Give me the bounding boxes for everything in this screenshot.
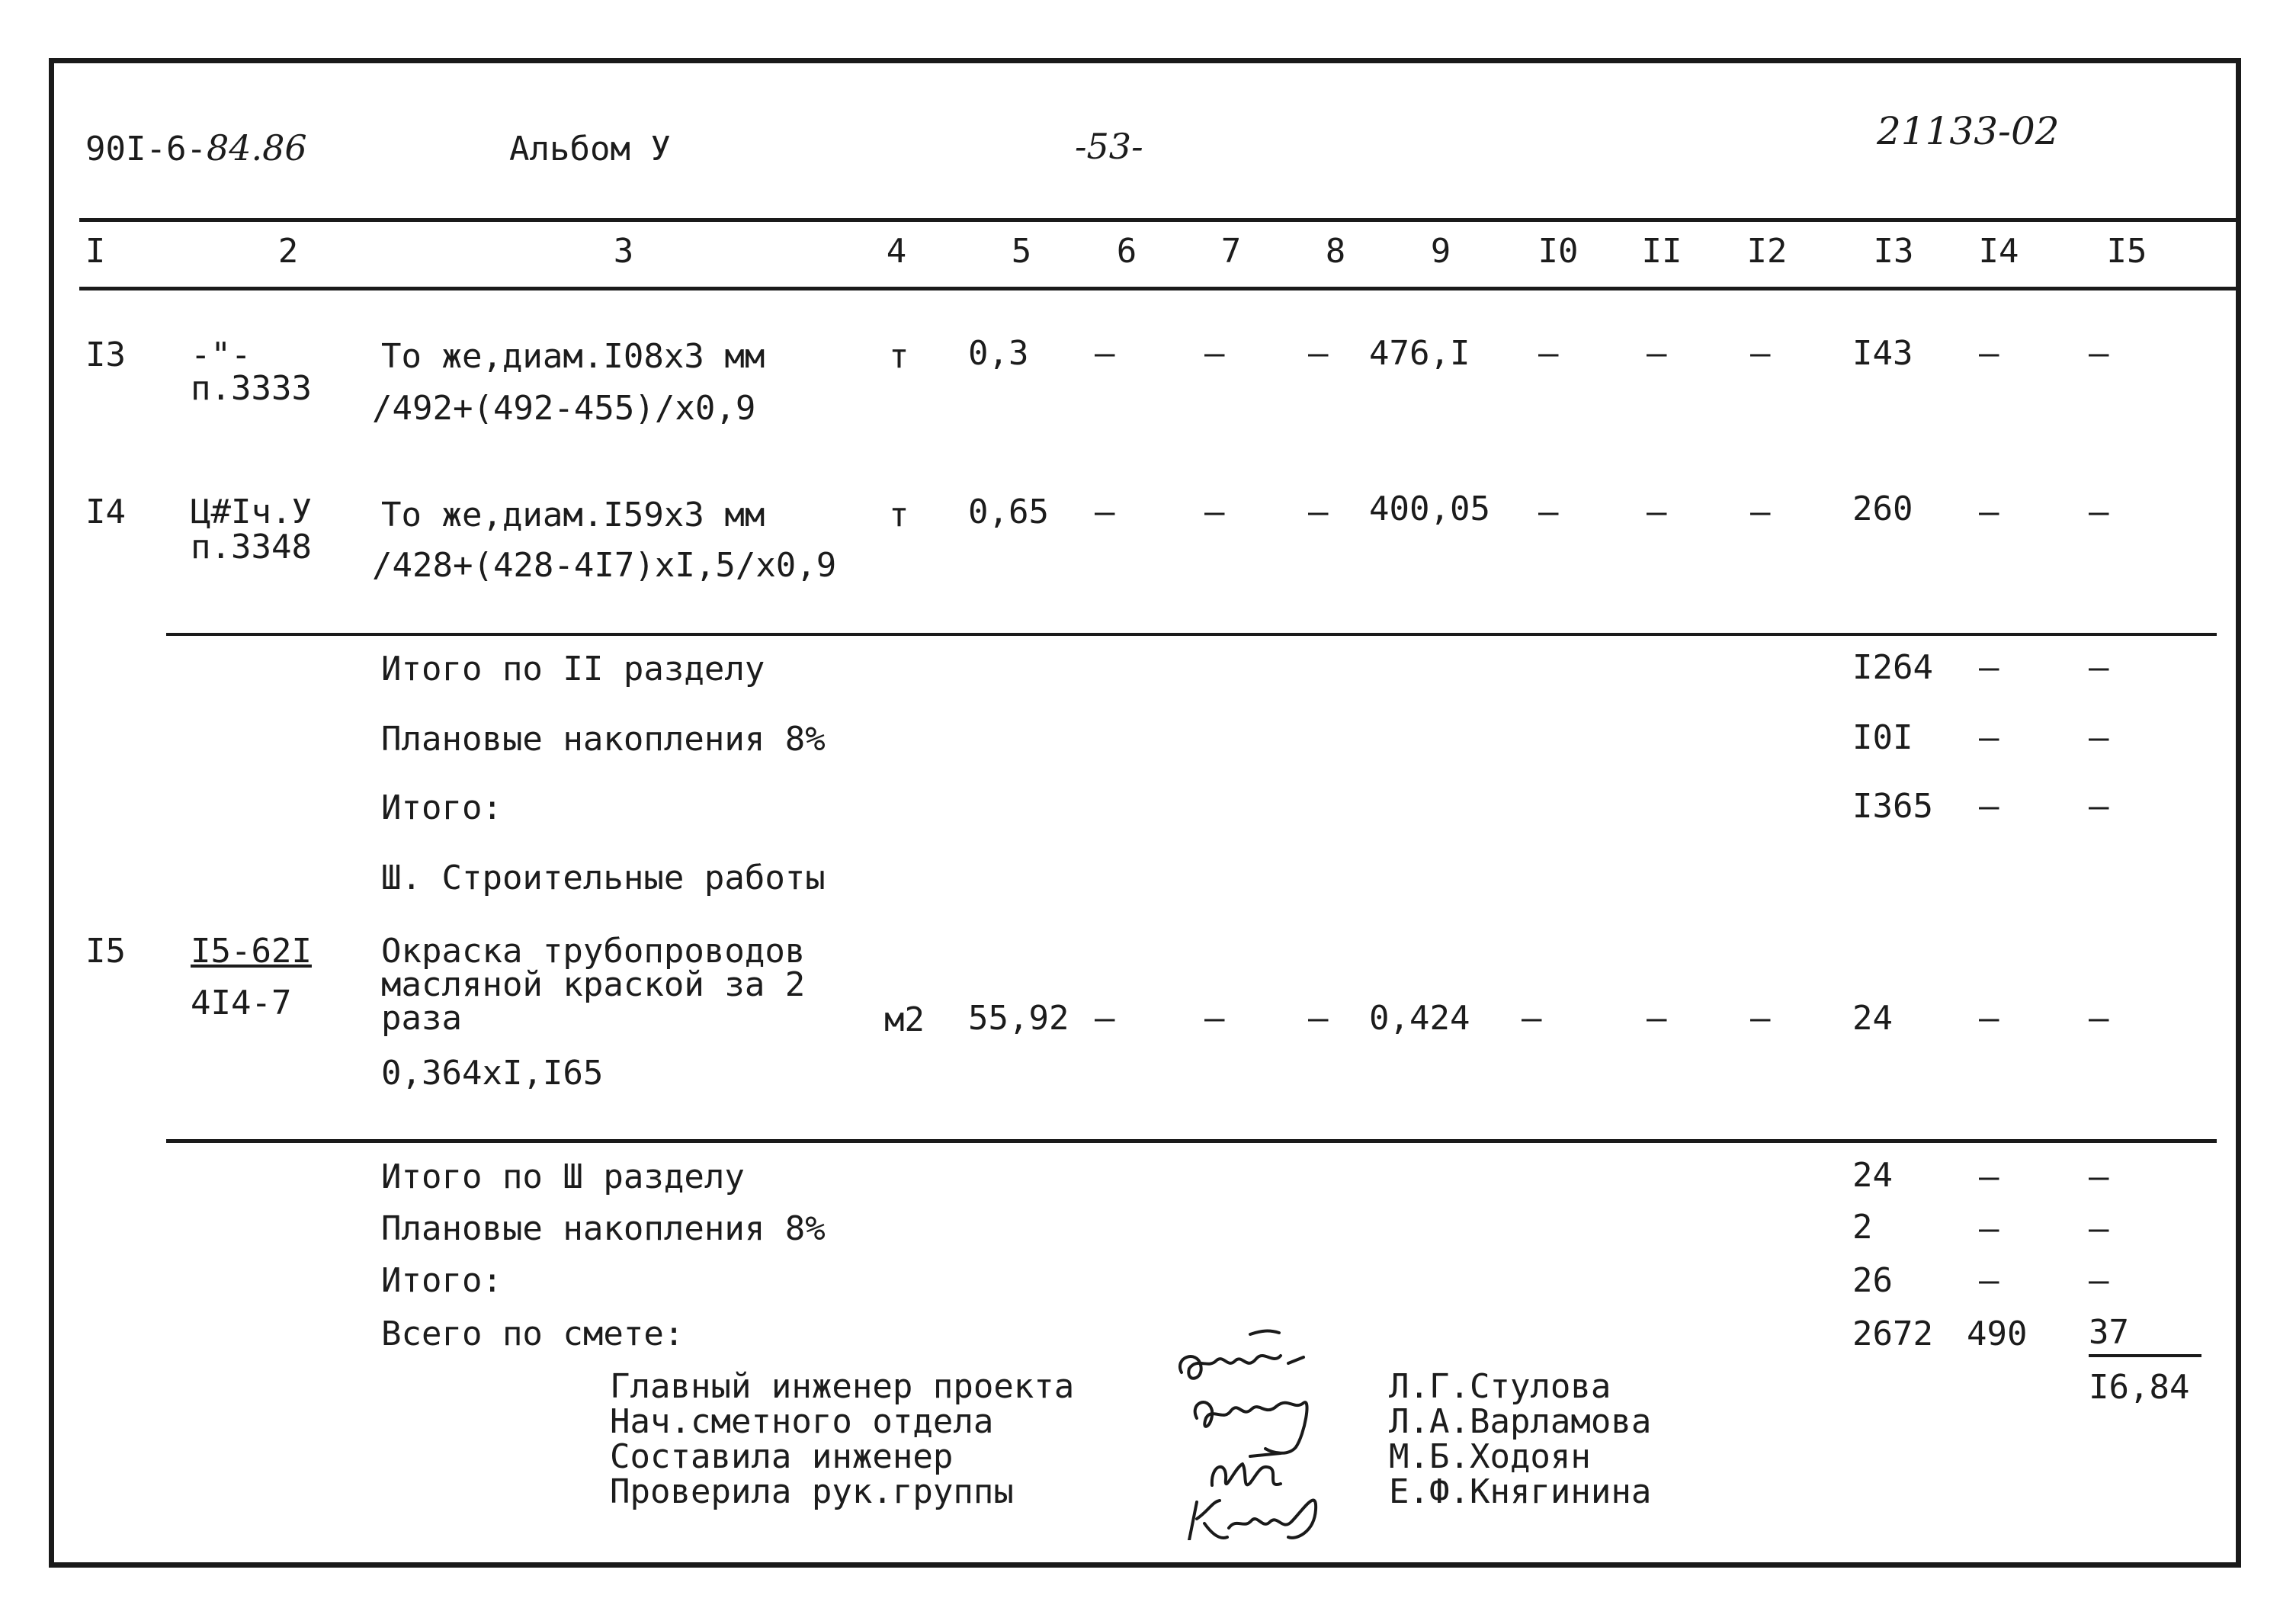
col-header: 5 xyxy=(1011,232,1032,271)
row-cell: – xyxy=(2089,334,2109,373)
total-value: 24 xyxy=(1852,1156,1893,1195)
section-rule xyxy=(166,633,2217,636)
fraction-line xyxy=(2089,1354,2201,1357)
signature-name: М.Б.Ходоян xyxy=(1389,1437,1591,1476)
col-header: 8 xyxy=(1325,232,1346,271)
row-cell: – xyxy=(1750,334,1771,373)
col-header: I3 xyxy=(1873,232,1914,271)
col-header: 6 xyxy=(1116,232,1137,271)
grand-total-value: 490 xyxy=(1967,1314,2028,1353)
row-cell: – xyxy=(1979,999,1999,1038)
header-rule-top xyxy=(79,218,2241,222)
row-description: То же,диам.I08х3 мм xyxy=(381,337,765,376)
doc-code-handwritten: 84.86 xyxy=(206,127,307,169)
grand-total-value: 2672 xyxy=(1852,1314,1933,1353)
row-cell: – xyxy=(1647,493,1667,531)
col-header: I4 xyxy=(1978,232,2019,271)
grand-total-fraction-top: 37 xyxy=(2089,1313,2129,1352)
row-unit: т xyxy=(889,496,909,534)
col-header: 3 xyxy=(613,232,634,271)
total-value: I365 xyxy=(1852,787,1933,826)
row-cell: – xyxy=(1750,493,1771,531)
row-number: I4 xyxy=(85,493,126,531)
signature-name: Л.А.Варламова xyxy=(1389,1402,1652,1441)
total-cell: – xyxy=(2089,1157,2109,1196)
total-label: Плановые накопления 8% xyxy=(381,720,826,759)
row-cell: – xyxy=(1647,334,1667,373)
total-cell: – xyxy=(1979,1157,1999,1196)
row-cell: – xyxy=(1095,334,1115,373)
section-rule xyxy=(166,1139,2217,1143)
total-cell: – xyxy=(2089,718,2109,757)
col-header: I0 xyxy=(1538,232,1579,271)
signature-role: Проверила рук.группы xyxy=(610,1472,1014,1511)
total-label: Итого: xyxy=(381,788,502,827)
total-label: Итого по Ш разделу xyxy=(381,1157,745,1196)
total-cell: – xyxy=(1979,1261,1999,1300)
row-ref: -"- xyxy=(191,335,252,374)
signature-name: Л.Г.Стулова xyxy=(1389,1367,1611,1406)
row-unit: м2 xyxy=(884,1000,925,1039)
row-cell: – xyxy=(1204,334,1225,373)
doc-code-printed: 90I-6- xyxy=(85,130,207,169)
total-cell: – xyxy=(2089,1261,2109,1300)
album-label: Альбом У xyxy=(509,130,671,169)
row-description: /428+(428-4I7)хI,5/х0,9 xyxy=(372,546,837,585)
total-label: Итого по II разделу xyxy=(381,650,765,689)
col-header: II xyxy=(1641,232,1682,271)
row-description: раза xyxy=(381,999,462,1038)
row-total: 24 xyxy=(1852,999,1893,1038)
total-label: Плановые накопления 8% xyxy=(381,1209,826,1248)
header-rule-bottom xyxy=(79,287,2241,290)
row-quantity: 0,65 xyxy=(968,493,1049,531)
section-title: Ш. Строительные работы xyxy=(381,859,826,897)
col-header: 4 xyxy=(886,232,907,271)
col-header: I2 xyxy=(1746,232,1788,271)
row-cell: – xyxy=(1308,334,1329,373)
total-cell: – xyxy=(1979,648,1999,687)
col-header: 7 xyxy=(1220,232,1242,271)
row-unit: т xyxy=(889,337,909,376)
grand-total-label: Всего по смете: xyxy=(381,1314,685,1353)
row-unit-cost: 400,05 xyxy=(1369,490,1490,528)
page-number: -53- xyxy=(1075,126,1143,167)
row-cell: – xyxy=(1979,493,1999,531)
col-header: I xyxy=(85,232,106,271)
row-cell: – xyxy=(1538,493,1559,531)
col-header: I5 xyxy=(2106,232,2147,271)
row-number: I3 xyxy=(85,335,126,374)
total-cell: – xyxy=(2089,787,2109,826)
signature-name: Е.Ф.Княгинина xyxy=(1389,1472,1652,1511)
row-cell: – xyxy=(1308,493,1329,531)
row-unit-cost: 476,I xyxy=(1369,334,1470,373)
handwritten-signatures xyxy=(1166,1311,1380,1540)
total-cell: – xyxy=(2089,648,2109,687)
row-cell: – xyxy=(1204,999,1225,1038)
row-description: То же,диам.I59х3 мм xyxy=(381,496,765,534)
row-ref: Ц#Iч.У xyxy=(191,493,312,531)
row-description: Окраска трубопроводов xyxy=(381,932,806,971)
total-value: 2 xyxy=(1852,1208,1873,1247)
project-number: 21133-02 xyxy=(1877,109,2060,153)
row-total: I43 xyxy=(1852,334,1913,373)
total-cell: – xyxy=(1979,1209,1999,1248)
row-cell: – xyxy=(1750,999,1771,1038)
row-ref: I5-62I xyxy=(191,932,312,971)
signature-role: Составила инженер xyxy=(610,1437,954,1476)
row-cell: – xyxy=(2089,493,2109,531)
row-cell: – xyxy=(1522,999,1542,1038)
row-cell: – xyxy=(1204,493,1225,531)
row-cell: – xyxy=(1979,334,1999,373)
doc-code xyxy=(85,127,307,169)
row-ref: п.3348 xyxy=(191,528,312,567)
row-total: 260 xyxy=(1852,490,1913,528)
total-value: 26 xyxy=(1852,1261,1893,1300)
row-cell: – xyxy=(1647,999,1667,1038)
total-cell: – xyxy=(2089,1209,2109,1248)
col-header: 2 xyxy=(277,232,299,271)
row-cell: – xyxy=(1095,999,1115,1038)
row-cell: – xyxy=(2089,999,2109,1038)
row-description: масляной краской за 2 xyxy=(381,965,806,1004)
row-cell: – xyxy=(1095,493,1115,531)
row-ref: п.3333 xyxy=(191,369,312,408)
row-quantity: 55,92 xyxy=(968,999,1069,1038)
row-cell: – xyxy=(1308,999,1329,1038)
total-label: Итого: xyxy=(381,1261,502,1300)
grand-total-fraction-bottom: I6,84 xyxy=(2089,1368,2190,1407)
signature-role: Нач.сметного отдела xyxy=(610,1402,994,1441)
row-description: /492+(492-455)/х0,9 xyxy=(372,389,756,428)
row-cell: – xyxy=(1538,334,1559,373)
total-value: I264 xyxy=(1852,648,1933,687)
total-cell: – xyxy=(1979,787,1999,826)
total-value: I0I xyxy=(1852,718,1913,757)
row-ref: 4I4-7 xyxy=(191,984,292,1022)
signature-role: Главный инженер проекта xyxy=(610,1367,1075,1406)
total-cell: – xyxy=(1979,718,1999,757)
row-quantity: 0,3 xyxy=(968,334,1029,373)
col-header: 9 xyxy=(1430,232,1451,271)
row-description: 0,364хI,I65 xyxy=(381,1054,604,1093)
row-unit-cost: 0,424 xyxy=(1369,999,1470,1038)
row-number: I5 xyxy=(85,932,126,971)
